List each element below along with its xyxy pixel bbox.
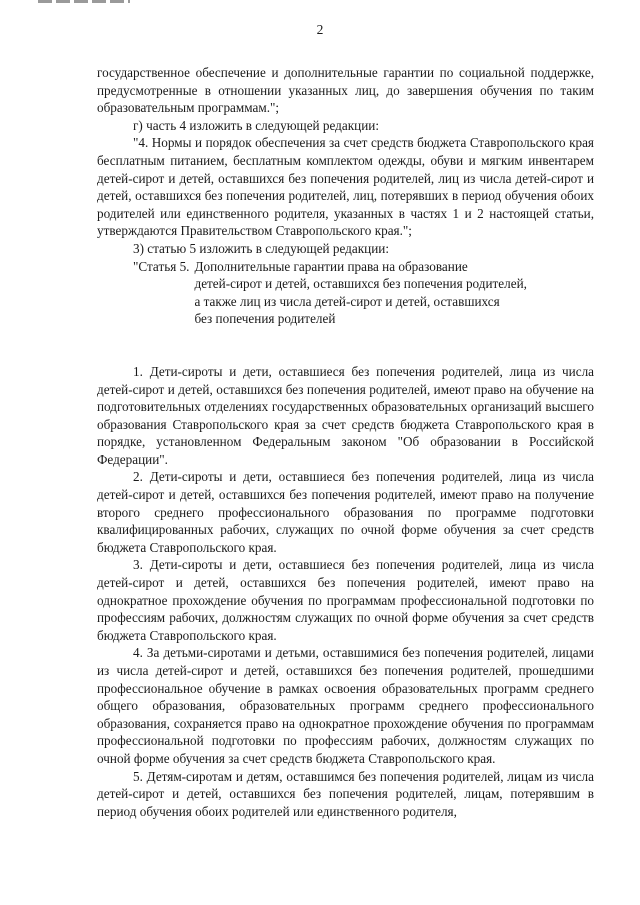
article-part-3: 3. Дети-сироты и дети, оставшиеся без попечения родителей, лица из числа детей-сирот и детей, оставшихся без попечения родителей, имеют право на однократное прохождение обучения по программам профессиональной подготовки по профессиям рабочих, должностям служащих по очной форме обучения за счет средств бюджета Ставропольского края. — [97, 557, 594, 643]
article-title-line: детей-сирот и детей, оставшихся без попечения родителей, — [194, 276, 527, 292]
article-part-2: 2. Дети-сироты и дети, оставшиеся без попечения родителей, лица из числа детей-сирот и детей, оставшихся без попечения родителей, имеют право на получение второго среднего профессионального образования по программе подготовки квалифицированных рабочих, служащих по очной форме обучения за счет средств бюджета Ставропольского края. — [97, 469, 594, 555]
paragraph-amendment-3: 3) статью 5 изложить в следующей редакции: — [133, 240, 389, 256]
article-heading — [133, 258, 594, 328]
article-part-1: 1. Дети-сироты и дети, оставшиеся без попечения родителей, лица из числа детей-сирот и детей, оставшихся без попечения родителей, имеют право на обучение на подготовительных отделениях государственных образовательных организаций высшего образования Ставропольского края за счет средств бюджета Ставропольского края в порядке, установленном Федеральным законом "Об образовании в Российской Федерации". — [97, 363, 594, 467]
document-body — [97, 64, 594, 820]
page-number: 2 — [316, 22, 324, 37]
paragraph-part-4: "4. Нормы и порядок обеспечения за счет средств бюджета Ставропольского края бесплатным питанием, бесплатным комплектом одежды, обуви и мягким инвентарем детей-сирот и детей, оставшихся без попечения родителей, лиц из числа детей-сирот и детей, оставшихся без попечения родителей, лиц, потерявших в период обучения обоих родителей или единственного родителя, указанных в частях 1 и 2 настоящей статьи, утверждаются Правительством Ставропольского края."; — [97, 135, 594, 239]
scan-edge-mark — [38, 0, 130, 3]
article-part-5: 5. Детям-сиротам и детям, оставшимся без попечения родителей, лицам из числа детей-сирот и детей, оставшихся без попечения родителей, лицам, потерявшим в период обучения обоих родителей или единственного родителя, — [97, 768, 594, 819]
article-number: "Статья 5. — [133, 258, 190, 274]
article-part-4: 4. За детьми-сиротами и детьми, оставшимися без попечения родителей, лицами из числа детей-сирот и детей, оставшихся без попечения родителей, прошедшими профессиональное обучение в рамках освоения образовательных программ среднего общего образования, образовательных программ среднего профессионального образования, сохраняется право на однократное прохождение обучения по программам профессиональной подготовки по профессиям рабочих, должностям служащих по очной форме обучения за счет средств бюджета Ставропольского края. — [97, 645, 594, 766]
article-title-line: Дополнительные гарантии права на образование — [194, 258, 468, 274]
article-title-line: а также лиц из числа детей-сирот и детей, оставшихся — [194, 293, 500, 309]
article-title — [194, 258, 526, 328]
paragraph-continuation: государственное обеспечение и дополнительные гарантии по социальной поддержке, предусмотренные в отношении указанных лиц, до завершения обучения по таким образовательным программам."; — [97, 65, 594, 116]
spacer — [97, 328, 594, 363]
article-title-line: без попечения родителей — [194, 311, 336, 327]
paragraph-amendment-g: г) часть 4 изложить в следующей редакции: — [133, 117, 379, 133]
